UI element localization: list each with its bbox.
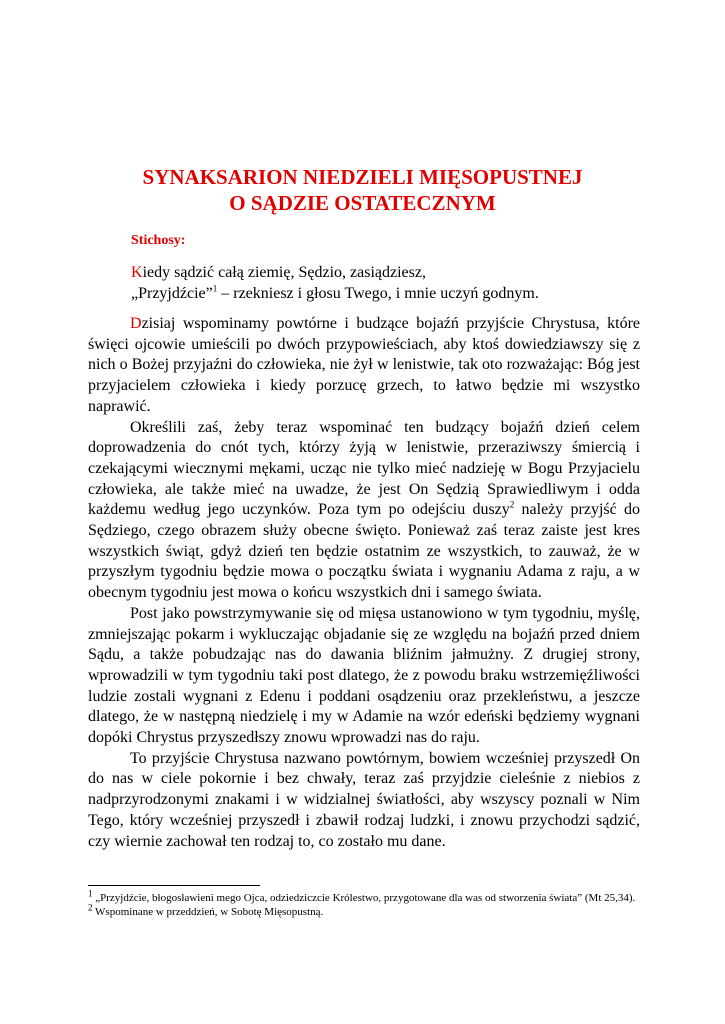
footnote-1-text: „Przyjdźcie, błogosławieni mego Ojca, odziedziczcie Królestwo, przygotowane dla was od stworzenia świata” (Mt 25,34).	[92, 892, 636, 904]
footnote-ref-2: 2	[509, 500, 515, 510]
verse-line-1	[131, 262, 539, 283]
verse-line-2-text-b: – rzekniesz i głosu Twego, i mnie uczyń godnym.	[217, 285, 539, 302]
verse-line-1-text: iedy sądzić całą ziemię, Sędzio, zasiądziesz,	[142, 264, 426, 281]
stichosy-label: Stichosy:	[131, 233, 186, 248]
footnote-1-number: 1	[88, 888, 93, 899]
paragraph-1-text: zisiaj wspominamy powtórne i budzące bojaźń przyjście Chrystusa, które święci ojcowie umieścili po dwóch przypowieściach, aby ktoś dowiedziawszy się z nich o Bożej przyjaźni do człowieka, nie żył w lenistwie, tak oto rozważając: Bóg jest przyjacielem człowieka i kiedy porzucę grzech, to łatwo będzie mi wszystko naprawić.	[88, 315, 640, 415]
paragraph-2-text-a: Określili zaś, żeby teraz wspominać ten budzący bojaźń dzień celem doprowadzenia do cnót tych, którzy żyją w lenistwie, przeraziwszy śmiercią i czekającymi wiecznymi mękami, ucząc nie tylko mieć nadzieję w Bogu Przyjacielu człowieka, ale także mieć na uwadze, że jest On Sędzią Sprawiedliwym i odda każdemu według jego uczynków. Poza tym po odejściu duszy	[88, 418, 640, 519]
verse-line-2-text-a: „Przyjdźcie”	[131, 285, 213, 302]
paragraph-2-text-b: należy przyjść do Sędziego, czego obrazem służy obecne święto. Ponieważ zaś teraz zaiste jest kres wszystkich świąt, gdyż dzień ten będzie ostatnim ze wszystkich, to zauważ, że w przyszłym tygodniu będzie mowa o początku świata i wygnaniu Adama z raju, a w obecnym tygodniu jest mowa o końcu wszystkich dni i samego świata.	[88, 501, 640, 602]
paragraph-initial: D	[130, 315, 142, 332]
title-line-1: SYNAKSARION NIEDZIELI MIĘSOPUSTNEJ	[142, 165, 583, 189]
paragraph-3: Post jako powstrzymywanie się od mięsa ustanowiono w tym tygodniu, myślę, zmniejszając pokarm i wykluczając objadanie się ze względu na bojaźń przed dniem Sądu, a także pobudzając nas do dawania bliźnim jałmużny. Z drugiej strony, wprowadzili w tym tygodniu taki post dlatego, że z powodu braku wstrzemięźliwości ludzie zostali wygnani z Edenu i poddani osądzeniu oraz przekleństwu, a jeszcze dlatego, że w następną niedzielę i my w Adamie na wzór edeński będziemy wygnani dopóki Chrystus przyszedłszy znowu wprowadzi nas do raju.	[88, 604, 640, 747]
footnote-1	[88, 888, 640, 906]
verse-block	[131, 262, 539, 304]
verse-initial: K	[131, 264, 143, 281]
body-text	[88, 314, 640, 852]
footnote-ref-1: 1	[212, 283, 218, 294]
paragraph-4: To przyjście Chrystusa nazwano powtórnym, bowiem wcześniej przyszedł On do nas w ciele pokornie i bez chwały, teraz zaś przyjdzie cieleśnie z niebios z nadprzyrodzonymi znakami i w widzialnej światłości, aby wszyscy poznali w Nim Tego, który wcześniej przyszedł i zbawił rodzaj ludzki, i znowu przychodzi sądzić, czy wiernie zachował ten rodzaj to, co zostało mu dane.	[88, 749, 640, 850]
footnote-2-text: Wspominane w przeddzień, w Sobotę Mięsopustną.	[92, 905, 324, 918]
footnotes	[88, 888, 640, 919]
footnote-2	[88, 901, 640, 920]
paragraph-2	[88, 418, 640, 604]
paragraph-1	[88, 314, 640, 418]
title-line-2: O SĄDZIE OSTATECZNYM	[229, 191, 496, 215]
footnote-2-number: 2	[88, 901, 93, 912]
verse-line-2	[131, 283, 539, 304]
footnote-divider	[88, 885, 260, 886]
